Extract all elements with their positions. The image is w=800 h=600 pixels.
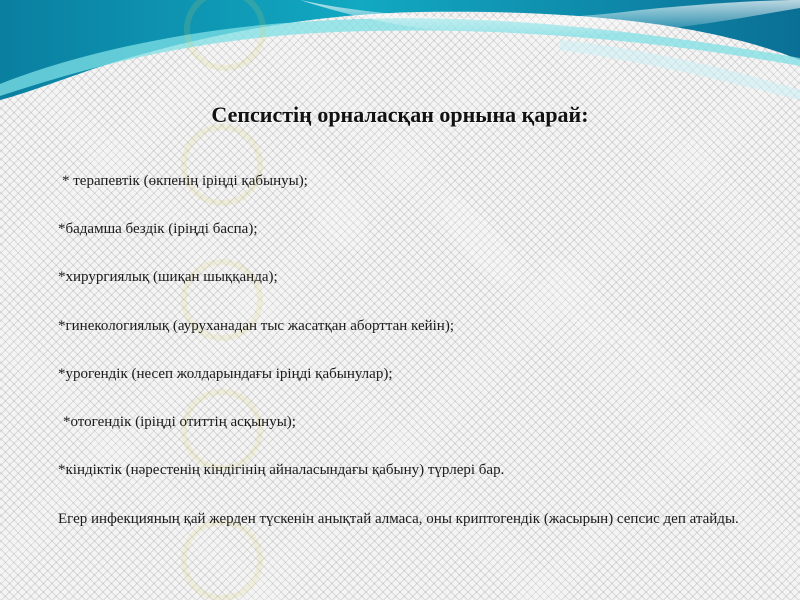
list-item: *урогендік (несеп жолдарындағы іріңді қабынулар); — [58, 366, 393, 382]
list-item: *хирургиялық (шиқан шыққанда); — [58, 269, 278, 285]
list-item: *отогендік (іріңді отиттің асқынуы); — [63, 414, 296, 430]
list-item: *бадамша бездік (іріңді баспа); — [58, 221, 258, 237]
slide-title: Сепсистің орналасқан орнына қарай: — [211, 102, 589, 127]
paragraph: Егер инфекцияның қай жерден түскенін анықтай алмаса, оны криптогендік (жасырын) сепсис деп атайды. — [58, 511, 739, 527]
list-item: *кіндіктік (нәрестенің кіндігінің айналасындағы қабыну) түрлері бар. — [58, 462, 505, 478]
list-item: *гинекологиялық (ауруханадан тыс жасатқан аборттан кейін); — [58, 318, 454, 334]
list-item: * терапевтік (өкпенің іріңді қабынуы); — [62, 173, 308, 189]
